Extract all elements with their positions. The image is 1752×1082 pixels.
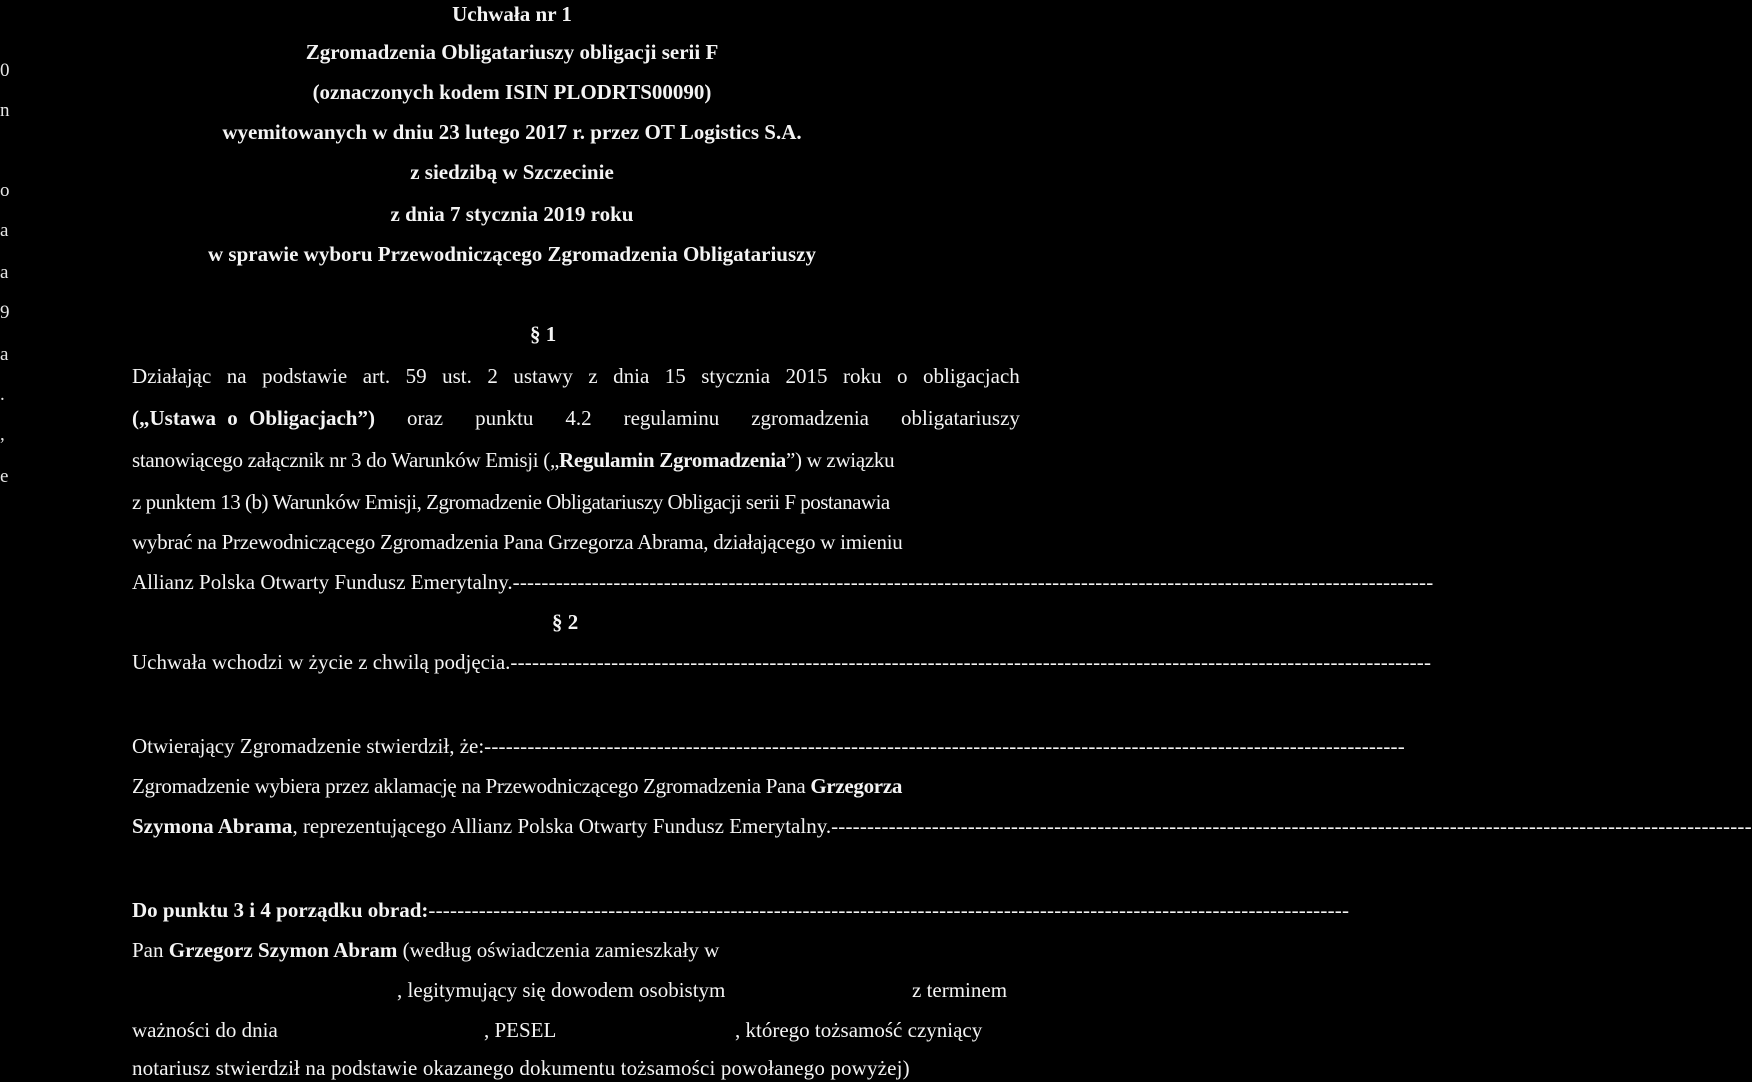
- edge-fragment: a: [0, 220, 9, 241]
- agenda-line-2: Pan Grzegorz Szymon Abram (według oświadczenia zamieszkały w: [132, 938, 720, 962]
- issuer-line: wyemitowanych w dniu 23 lutego 2017 r. przez OT Logistics S.A.: [222, 120, 802, 144]
- subject-line: w sprawie wyboru Przewodniczącego Zgromadzenia Obligatariuszy: [208, 242, 816, 266]
- edge-fragment: 9: [0, 302, 10, 323]
- edge-fragment: n: [0, 100, 10, 121]
- edge-fragment: e: [0, 466, 9, 487]
- paragraph-1-line-5: wybrać na Przewodniczącego Zgromadzenia Pana Grzegorza Abrama, działającego w imieniu: [132, 530, 903, 554]
- statement-line-1: Otwierający Zgromadzenie stwierdził, że: --------------------------------------------------------------------------------------------------------------------------------: [132, 734, 1405, 758]
- resolution-title: Uchwała nr 1: [452, 2, 572, 26]
- edge-fragment: a: [0, 344, 9, 365]
- statement-line-2: Zgromadzenie wybiera przez aklamację na Przewodniczącego Zgromadzenia Pana Grzegorza: [132, 774, 903, 798]
- section-2-heading: § 2: [552, 610, 579, 634]
- paragraph-1-line-4: z punktem 13 (b) Warunków Emisji, Zgromadzenie Obligatariuszy Obligacji serii F postanawia: [132, 490, 890, 514]
- edge-fragment: a: [0, 262, 9, 283]
- paragraph-1-line-1: Działając na podstawie art. 59 ust. 2 ustawy z dnia 15 stycznia 2015 roku o obligacjach: [132, 364, 1020, 388]
- edge-fragment: ,: [0, 424, 5, 445]
- agenda-line-4-b: , PESEL: [484, 1018, 557, 1042]
- date-line: z dnia 7 stycznia 2019 roku: [390, 202, 634, 226]
- agenda-line-3-a: , legitymujący się dowodem osobistym: [397, 978, 726, 1002]
- edge-fragment: .: [0, 384, 5, 405]
- dash-filler: --------------------------------------------------------------------------------------------------------------------------------: [510, 650, 1432, 674]
- dash-filler: --------------------------------------------------------------------------------------------------------------------------------: [428, 898, 1350, 922]
- isin-line: (oznaczonych kodem ISIN PLODRTS00090): [312, 80, 712, 104]
- resolution-subtitle: Zgromadzenia Obligatariuszy obligacji serii F: [305, 40, 719, 64]
- edge-fragment: 0: [0, 60, 10, 81]
- statement-line-3: Szymona Abrama , reprezentującego Allianz Polska Otwarty Fundusz Emerytalny. --------------------------------------------------------------------------------------------------------------------------------: [132, 814, 1752, 838]
- paragraph-1-line-6: Allianz Polska Otwarty Fundusz Emerytalny. --------------------------------------------------------------------------------------------------------------------------------: [132, 570, 1434, 594]
- paragraph-1-line-2: („Ustawa o Obligacjach”) oraz punktu 4.2 regulaminu zgromadzenia obligatariuszy: [132, 406, 1020, 430]
- document-page: 0 n o a a 9 a . , e Uchwała nr 1 Zgromadzenia Obligatariuszy obligacji serii F (oznaczonych kodem ISIN PLODRTS00090) wyemitowanych w dniu 23 lutego 2017 r. przez OT Logistics S.A. z siedzibą w Szczecinie z dnia 7 stycznia 2019 roku w sprawie wyboru Przewodniczącego Zgromadzenia Obligatariuszy § 1 Działając na podstawie art. 59 ust. 2 ustawy z dnia 15 stycznia 2015 roku o obligacjach („Ustawa o Obligacjach”) oraz punktu 4.2 regulaminu zgromadzenia obligatariuszy stanowiącego załącznik nr 3 do Warunków Emisji („Regulamin Zgromadzenia”) w związku z punktem 13 (b) Warunków Emisji, Zgromadzenie Obligatariuszy Obligacji serii F postanawia wybrać na Przewodniczącego Zgromadzenia Pana Grzegorza Abrama, działającego w imieniu Allianz Polska Otwarty Fundusz Emerytalny. -------------------------------------------------------------------------------------------------------------------------------- § 2 Uchwała wchodzi w życie z chwilą podjęcia. -------------------------------------------------------------------------------------------------------------------------------- Otwierający Zgromadzenie stwierdził, że: -------------------------------------------------------------------------------------------------------------------------------- Zgromadzenie wybiera przez aklamację na Przewodniczącego Zgromadzenia Pana Grzegorza Szymona Abrama , reprezentującego Allianz Polska Otwarty Fundusz Emerytalny. -------------------------------------------------------------------------------------------------------------------------------- Do punktu 3 i 4 porządku obrad: -------------------------------------------------------------------------------------------------------------------------------- Pan Grzegorz Szymon Abram (według oświadczenia zamieszkały w , legitymujący się dowodem osobistym z terminem ważności do dnia , PESEL , którego tożsamość czyniący notariusz stwierdził na podstawie okazanego dokumentu tożsamości powołanego powyżej): [0, 2, 1752, 1080]
- dash-filler: --------------------------------------------------------------------------------------------------------------------------------: [512, 570, 1434, 594]
- agenda-line-5: notariusz stwierdził na podstawie okazanego dokumentu tożsamości powołanego powyżej): [132, 1056, 910, 1080]
- paragraph-1-line-3: stanowiącego załącznik nr 3 do Warunków Emisji („Regulamin Zgromadzenia”) w związku: [132, 448, 895, 472]
- agenda-line-3-b: z terminem: [912, 978, 1008, 1002]
- edge-fragment: o: [0, 180, 10, 201]
- seat-line: z siedzibą w Szczecinie: [410, 160, 614, 184]
- paragraph-2: Uchwała wchodzi w życie z chwilą podjęcia. --------------------------------------------------------------------------------------------------------------------------------: [132, 650, 1432, 674]
- agenda-line-4-c: , którego tożsamość czyniący: [735, 1018, 983, 1042]
- agenda-heading: Do punktu 3 i 4 porządku obrad: --------------------------------------------------------------------------------------------------------------------------------: [132, 898, 1350, 922]
- dash-filler: --------------------------------------------------------------------------------------------------------------------------------: [831, 814, 1752, 838]
- dash-filler: --------------------------------------------------------------------------------------------------------------------------------: [484, 734, 1405, 758]
- agenda-line-4-a: ważności do dnia: [132, 1018, 278, 1042]
